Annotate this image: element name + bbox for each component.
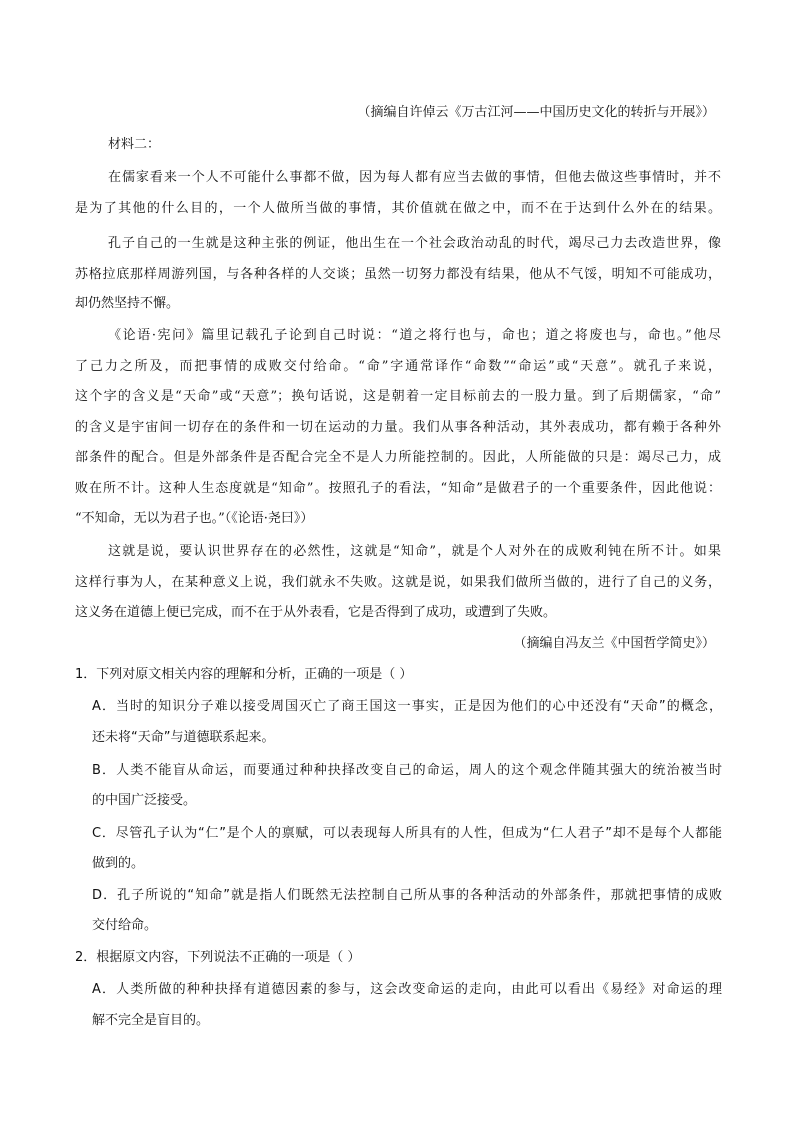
paragraph-line: 孔子自己的一生就是这种主张的例证，他出生在一个社会政治动乱的时代，竭尽己力去改造世界，像	[108, 236, 721, 251]
question-2-stem: 2．根据原文内容，下列说法不正确的一项是（ ）	[75, 950, 361, 965]
question-1-option-c-cont: 做到的。	[92, 856, 145, 871]
paragraph-line: 在儒家看来一个人不可能什么事都不做，因为每人都有应当去做的事情，但他去做这些事情时，并不	[108, 170, 721, 185]
question-1-option-a-cont: 还未将“天命”与道德联系起来。	[92, 730, 275, 745]
paragraph-line: 部条件的配合。但是外部条件是否配合完全不是人力所能控制的。因此，人所能做的只是：竭尽己力，成	[75, 450, 721, 465]
question-1-option-b-cont: 的中国广泛接受。	[92, 793, 197, 808]
paragraph-line: 这就是说，要认识世界存在的必然性，这就是“知命”，就是个人对外在的成败利钝在所不计。如果	[108, 544, 721, 559]
paragraph-line: 这样行事为人，在某种意义上说，我们就永不失败。这就是说，如果我们做所当做的，进行了自己的义务，	[75, 575, 721, 590]
paragraph-line: 的含义是宇宙间一切存在的条件和一切在运动的力量。我们从事各种活动，其外表成功，都有赖于各种外	[75, 420, 721, 435]
source-citation-2: （摘编自冯友兰《中国哲学简史》）	[513, 636, 715, 651]
question-1-option-b: B．人类不能盲从命运，而要通过种种抉择改变自己的命运，周人的这个观念伴随其强大的统治被当时	[92, 763, 722, 778]
question-1-stem: 1．下列对原文相关内容的理解和分析，正确的一项是（ ）	[75, 667, 413, 682]
question-1-option-a: A．当时的知识分子难以接受周国灭亡了商王国这一事实，正是因为他们的心中还没有“天命”的概念，	[92, 699, 722, 714]
paragraph-line: 是为了其他的什么目的，一个人做所当做的事情，其价值就在做之中，而不在于达到什么外在的结果。	[75, 201, 721, 216]
material-2-heading: 材料二：	[108, 137, 161, 152]
paragraph-line: 败在所不计。这种人生态度就是“知命”。按照孔子的看法，“知命”是做君子的一个重要条件，因此他说：	[75, 481, 721, 496]
paragraph-line: 苏格拉底那样周游列国，与各种各样的人交谈；虽然一切努力都没有结果，他从不气馁，明知不可能成功，	[75, 267, 721, 282]
question-1-option-d-cont: 交付给命。	[92, 918, 158, 933]
paragraph-line: 《论语·宪问》篇里记载孔子论到自己时说：“道之将行也与，命也；道之将废也与，命也。”他尽	[108, 328, 721, 343]
question-1-option-c: C．尽管孔子认为“仁”是个人的禀赋，可以表现每人所具有的人性，但成为“仁人君子”却不是每个人都能	[92, 826, 722, 841]
question-1-option-d: D．孔子所说的“知命”就是指人们既然无法控制自己所从事的各种活动的外部条件，那就把事情的成败	[92, 888, 722, 903]
paragraph-line: 了己力之所及，而把事情的成败交付给命。“命”字通常译作“命数”“命运”或“天意”。就孔子来说，	[75, 359, 721, 374]
paragraph-line: 这义务在道德上便已完成，而不在于从外表看，它是否得到了成功，或遭到了失败。	[75, 605, 557, 620]
paragraph-line: “不知命，无以为君子也。”（《论语·尧曰》）	[75, 511, 314, 526]
source-citation-1: （摘编自许倬云《万古江河——中国历史文化的转折与开展》）	[357, 105, 715, 120]
paragraph-line: 却仍然坚持不懈。	[75, 296, 180, 311]
paragraph-line: 这个字的含义是“天命”或“天意”；换句话说，这是朝着一定目标前去的一股力量。到了后期儒家，“命”	[75, 389, 721, 404]
question-2-option-a-cont: 解不完全是盲目的。	[92, 1013, 210, 1028]
question-2-option-a: A．人类所做的种种抉择有道德因素的参与，这会改变命运的走向，由此可以看出《易经》对命运的理	[92, 982, 722, 997]
